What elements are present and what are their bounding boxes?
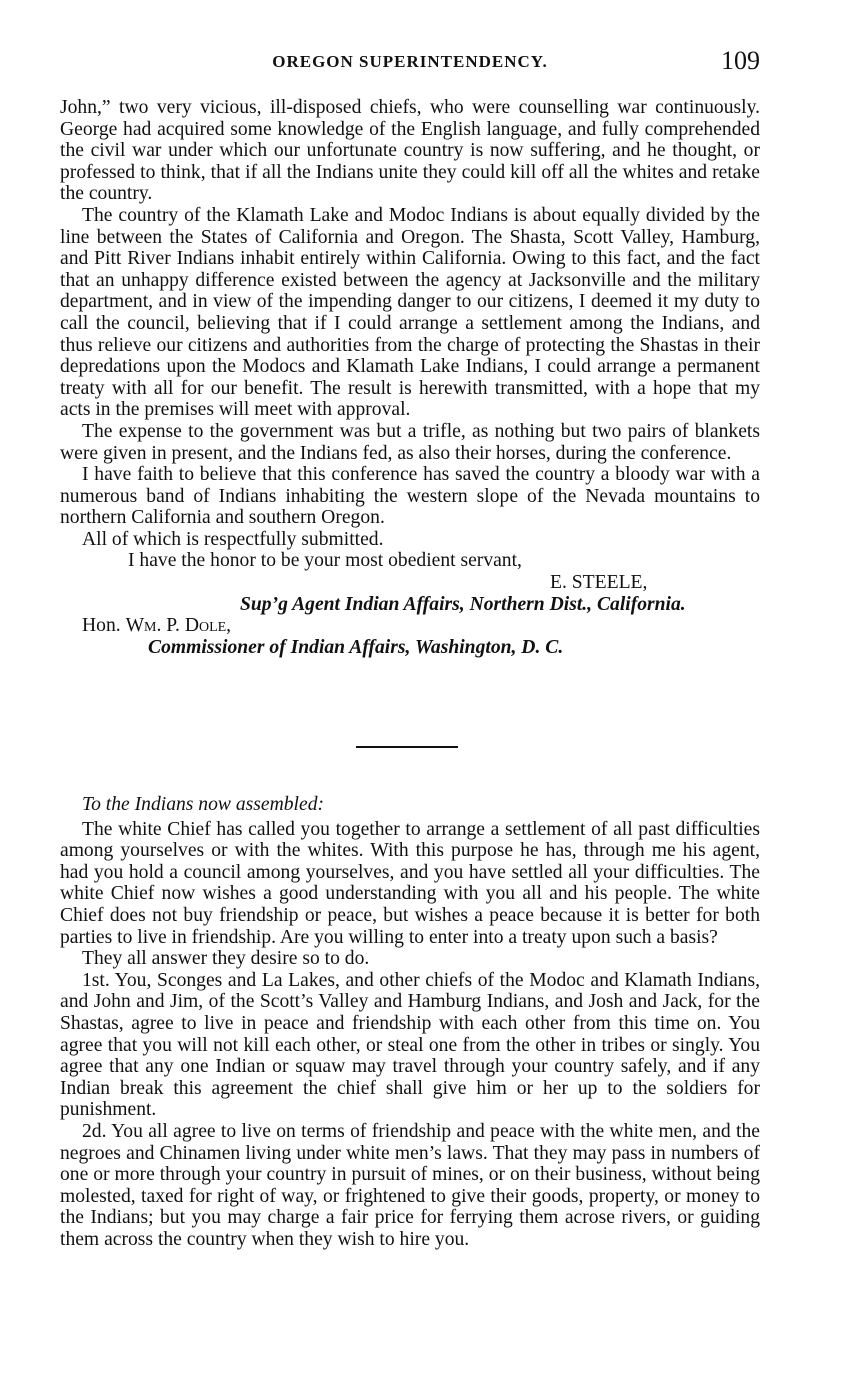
addressee-title: Commissioner of Indian Affairs, Washington, D. C. — [148, 636, 564, 658]
address-heading: To the Indians now assembled: — [82, 794, 325, 815]
addressee-name: Wm. P. Dole, — [125, 615, 232, 637]
page-number: 109 — [721, 46, 760, 75]
letter-paragraph-1: John,” two very vicious, ill-disposed chiefs, who were counselling war continuously. George had acquired some knowledge of the English language, and fully comprehended the civil war under which our unfortunate country is now suffering, and he thought, or professed to think, that if all the Indians unite they could kill off all the whites and retake the country. — [60, 97, 760, 205]
address-body — [60, 794, 760, 1250]
running-header — [60, 48, 760, 74]
address-paragraph-2: They all answer they desire so to do. — [82, 948, 370, 970]
address-paragraph-4: 2d. You all agree to live on terms of friendship and peace with the white men, and the negroes and Chinamen living under white men’s laws. That they may pass in numbers of one or more through your country in pursuit of mines, or on their business, without being molested, taxed for right of way, or frightened to give their goods, property, or money to the Indians; but you may charge a fair price for ferrying them acrose rivers, or guiding them across the country when they wish to hire you. — [60, 1120, 760, 1250]
closing-submitted: All of which is respectfully submitted. — [82, 528, 384, 550]
section-divider — [356, 746, 458, 748]
addressee-prefix: Hon. — [82, 615, 121, 637]
letter-paragraph-4: I have faith to believe that this conference has saved the country a bloody war with a numerous band of Indians inhabiting the western slope of the Nevada mountains to northern California and southern Oregon. — [60, 464, 760, 529]
letter-paragraph-3: The expense to the government was but a trifle, as nothing but two pairs of blankets were given in present, and the Indians fed, as also their horses, during the conference. — [60, 420, 760, 464]
address-paragraph-3: 1st. You, Sconges and La Lakes, and other chiefs of the Modoc and Klamath Indians, and John and Jim, of the Scott’s Valley and Hamburg Indians, and Josh and Jack, for the Shastas, agree to live in peace and friendship with each other from this time on. You agree that you will not kill each other, or steal one from the other in tribes or singly. You agree that any one Indian or squaw may travel through your country safely, and if any Indian break this agreement the chief shall give him or her up to the soldiers for punishment. — [60, 969, 760, 1121]
running-title: OREGON SUPERINTENDENCY. — [272, 52, 548, 71]
letter-paragraph-2: The country of the Klamath Lake and Modoc Indians is about equally divided by the line between the States of California and Oregon. The Shasta, Scott Valley, Hamburg, and Pitt River Indians inhabit entirely within California. Owing to this fact, and the fact that an unhappy difference existed between the agency at Jacksonville and the military department, and in view of the impending danger to our citizens, I deemed it my duty to call the council, believing that if I could arrange a settlement among the Indians, and thus relieve our citizens and authorities from the charge of protecting the Shastas in their depredations upon the Modocs and Klamath Lake Indians, I could arrange a permanent treaty with all for our benefit. The result is herewith transmitted, with a hope that my acts in the premises will meet with approval. — [60, 204, 760, 421]
closing-servant: I have the honor to be your most obedient servant, — [128, 550, 522, 572]
address-paragraph-1: The white Chief has called you together to arrange a settlement of all past difficulties among yourselves or with the whites. With this purpose he has, through me his agent, had you hold a council among yourselves, and you have settled all your difficulties. The white Chief now wishes a good understanding with you all and his people. The white Chief does not buy friendship or peace, but wishes a peace because it is better for both parties to live in friendship. Are you willing to enter into a treaty upon such a basis? — [60, 818, 760, 948]
addressee — [60, 615, 760, 637]
signature-title: Sup’g Agent Indian Affairs, Northern Dist., California. — [240, 593, 686, 615]
signature-name: E. STEELE, — [550, 572, 648, 594]
letter-body — [60, 97, 760, 658]
